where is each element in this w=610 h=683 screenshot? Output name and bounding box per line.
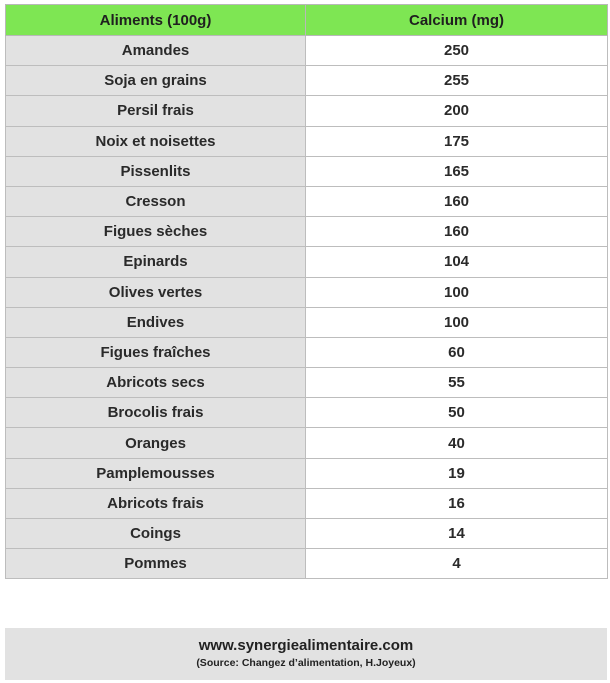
- calcium-table: [5, 4, 608, 579]
- table-row: [6, 277, 608, 307]
- calcium-cell: 175: [306, 126, 608, 156]
- table-row: [6, 458, 608, 488]
- food-cell: Cresson: [6, 186, 306, 216]
- table-row: [6, 428, 608, 458]
- calcium-cell: 255: [306, 66, 608, 96]
- food-cell: Pommes: [6, 549, 306, 579]
- food-cell: Oranges: [6, 428, 306, 458]
- calcium-cell: 50: [306, 398, 608, 428]
- food-cell: Abricots secs: [6, 368, 306, 398]
- table-row: [6, 398, 608, 428]
- calcium-table-container: [5, 4, 607, 579]
- food-cell: Soja en grains: [6, 66, 306, 96]
- calcium-cell: 104: [306, 247, 608, 277]
- table-row: [6, 66, 608, 96]
- table-row: [6, 96, 608, 126]
- calcium-cell: 19: [306, 458, 608, 488]
- table-row: [6, 337, 608, 367]
- table-row: [6, 156, 608, 186]
- food-cell: Figues sèches: [6, 217, 306, 247]
- calcium-cell: 200: [306, 96, 608, 126]
- calcium-cell: 4: [306, 549, 608, 579]
- table-row: [6, 126, 608, 156]
- calcium-cell: 100: [306, 307, 608, 337]
- table-row: [6, 186, 608, 216]
- table-row: [6, 217, 608, 247]
- food-cell: Abricots frais: [6, 488, 306, 518]
- food-cell: Epinards: [6, 247, 306, 277]
- food-cell: Noix et noisettes: [6, 126, 306, 156]
- food-cell: Amandes: [6, 36, 306, 66]
- calcium-cell: 40: [306, 428, 608, 458]
- calcium-cell: 14: [306, 519, 608, 549]
- calcium-cell: 100: [306, 277, 608, 307]
- calcium-cell: 250: [306, 36, 608, 66]
- food-cell: Brocolis frais: [6, 398, 306, 428]
- food-cell: Coings: [6, 519, 306, 549]
- table-row: [6, 519, 608, 549]
- table-body: [6, 36, 608, 579]
- table-row: [6, 307, 608, 337]
- food-cell: Endives: [6, 307, 306, 337]
- food-cell: Pamplemousses: [6, 458, 306, 488]
- table-header-row: [6, 5, 608, 36]
- food-cell: Figues fraîches: [6, 337, 306, 367]
- footer-website-url: www.synergiealimentaire.com: [198, 637, 414, 654]
- calcium-cell: 160: [306, 217, 608, 247]
- table-row: [6, 549, 608, 579]
- table-row: [6, 368, 608, 398]
- footer-source-note: (Source: Changez d’alimentation, H.Joyeux): [196, 657, 416, 669]
- food-cell: Olives vertes: [6, 277, 306, 307]
- calcium-cell: 60: [306, 337, 608, 367]
- table-row: [6, 36, 608, 66]
- header-calcium: Calcium (mg): [306, 5, 608, 36]
- header-food: Aliments (100g): [6, 5, 306, 36]
- table-row: [6, 488, 608, 518]
- source-footer: [5, 628, 607, 680]
- food-cell: Persil frais: [6, 96, 306, 126]
- calcium-cell: 165: [306, 156, 608, 186]
- calcium-cell: 160: [306, 186, 608, 216]
- calcium-cell: 16: [306, 488, 608, 518]
- food-cell: Pissenlits: [6, 156, 306, 186]
- table-row: [6, 247, 608, 277]
- calcium-cell: 55: [306, 368, 608, 398]
